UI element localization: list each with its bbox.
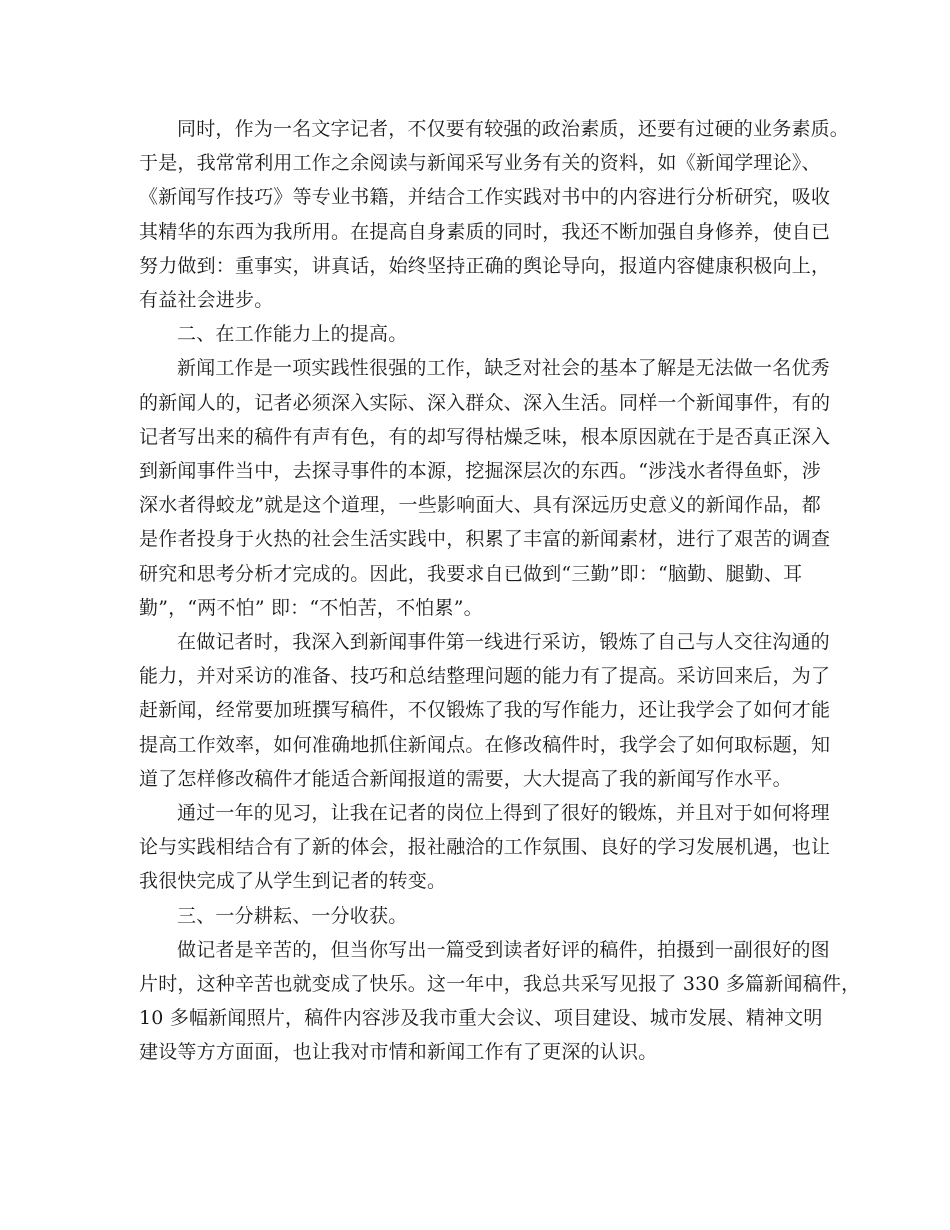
paragraph-political-quality bbox=[139, 112, 850, 317]
text-line: 我很快完成了从学生到记者的转变。 bbox=[139, 870, 447, 893]
text-line: 做记者是辛苦的，但当你写出一篇受到读者好评的稿件，拍摄到一副很好的图 bbox=[177, 938, 830, 961]
document-body bbox=[139, 112, 861, 1070]
text-line: 能力，并对采访的准备、技巧和总结整理问题的能力有了提高。采访回来后，为了 bbox=[139, 665, 831, 688]
section-heading-work-ability bbox=[139, 317, 829, 351]
text-line: 在做记者时，我深入到新闻事件第一线进行采访，锻炼了自己与人交往沟通的 bbox=[177, 631, 830, 654]
section-heading-harvest bbox=[139, 899, 829, 933]
text-line: 记者写出来的稿件有声有色，有的却写得枯燥乏味，根本原因就在于是否真正深入 bbox=[139, 425, 831, 448]
text-line: 于是，我常常利用工作之余阅读与新闻采写业务有关的资料，如《新闻学理论》、 bbox=[139, 152, 821, 175]
paragraph-practice bbox=[139, 351, 829, 625]
text-line: 勤”，“两不怕” 即：“不怕苦，不怕累”。 bbox=[139, 596, 483, 619]
text-line: 研究和思考分析才完成的。因此，我要求自已做到“三勤”即：“脑勤、腿勤、耳 bbox=[139, 562, 803, 585]
text-line: 提高工作效率，如何准确地抓住新闻点。在修改稿件时，我学会了如何取标题，知 bbox=[139, 733, 831, 756]
text-line: 《新闻写作技巧》等专业书籍，并结合工作实践对书中的内容进行分析研究，吸收 bbox=[139, 186, 831, 209]
text-line: 新闻工作是一项实践性很强的工作，缺乏对社会的基本了解是无法做一名优秀 bbox=[177, 357, 830, 380]
heading-line: 二、在工作能力上的提高。 bbox=[177, 323, 408, 346]
text-line: 的新闻人的，记者必须深入实际、深入群众、深入生活。同样一个新闻事件，有的 bbox=[139, 391, 831, 414]
text-line: 到新闻事件当中，去探寻事件的本源，挖掘深层次的东西。“涉浅水者得鱼虾，涉 bbox=[139, 460, 821, 483]
paragraph-internship bbox=[139, 796, 829, 899]
text-line: 深水者得蛟龙”就是这个道理，一些影响面大、具有深远历史意义的新闻作品，都 bbox=[139, 494, 821, 517]
text-line: 10 多幅新闻照片，稿件内容涉及我市重大会议、项目建设、城市发展、精神文明 bbox=[139, 1007, 823, 1030]
heading-line: 三、一分耕耘、一分收获。 bbox=[177, 904, 408, 927]
text-line: 其精华的东西为我所用。在提高自身素质的同时，我还不断加强自身修养，使自已 bbox=[139, 220, 831, 243]
text-line: 论与实践相结合有了新的体会，报社融洽的工作氛围、良好的学习发展机遇，也让 bbox=[139, 836, 831, 859]
paragraph-reporting bbox=[139, 625, 829, 796]
text-line: 努力做到：重事实，讲真话，始终坚持正确的舆论导向，报道内容健康积极向上， bbox=[139, 254, 831, 277]
text-line: 建设等方方面面，也让我对市情和新闻工作有了更深的认识。 bbox=[139, 1041, 658, 1064]
text-line: 同时，作为一名文字记者，不仅要有较强的政治素质，还要有过硬的业务素质。 bbox=[177, 118, 850, 140]
text-line: 道了怎样修改稿件才能适合新闻报道的需要，大大提高了我的新闻写作水平。 bbox=[139, 767, 792, 790]
text-line: 片时，这种辛苦也就变成了快乐。这一年中，我总共采写见报了 330 多篇新闻稿件， bbox=[139, 973, 861, 996]
text-line: 赶新闻，经常要加班撰写稿件，不仅锻炼了我的写作能力，还让我学会了如何才能 bbox=[139, 699, 831, 722]
text-line: 有益社会进步。 bbox=[139, 289, 274, 312]
paragraph-results bbox=[139, 933, 861, 1070]
text-line: 是作者投身于火热的社会生活实践中，积累了丰富的新闻素材，进行了艰苦的调查 bbox=[139, 528, 831, 551]
text-line: 通过一年的见习，让我在记者的岗位上得到了很好的锻炼，并且对于如何将理 bbox=[177, 802, 830, 825]
